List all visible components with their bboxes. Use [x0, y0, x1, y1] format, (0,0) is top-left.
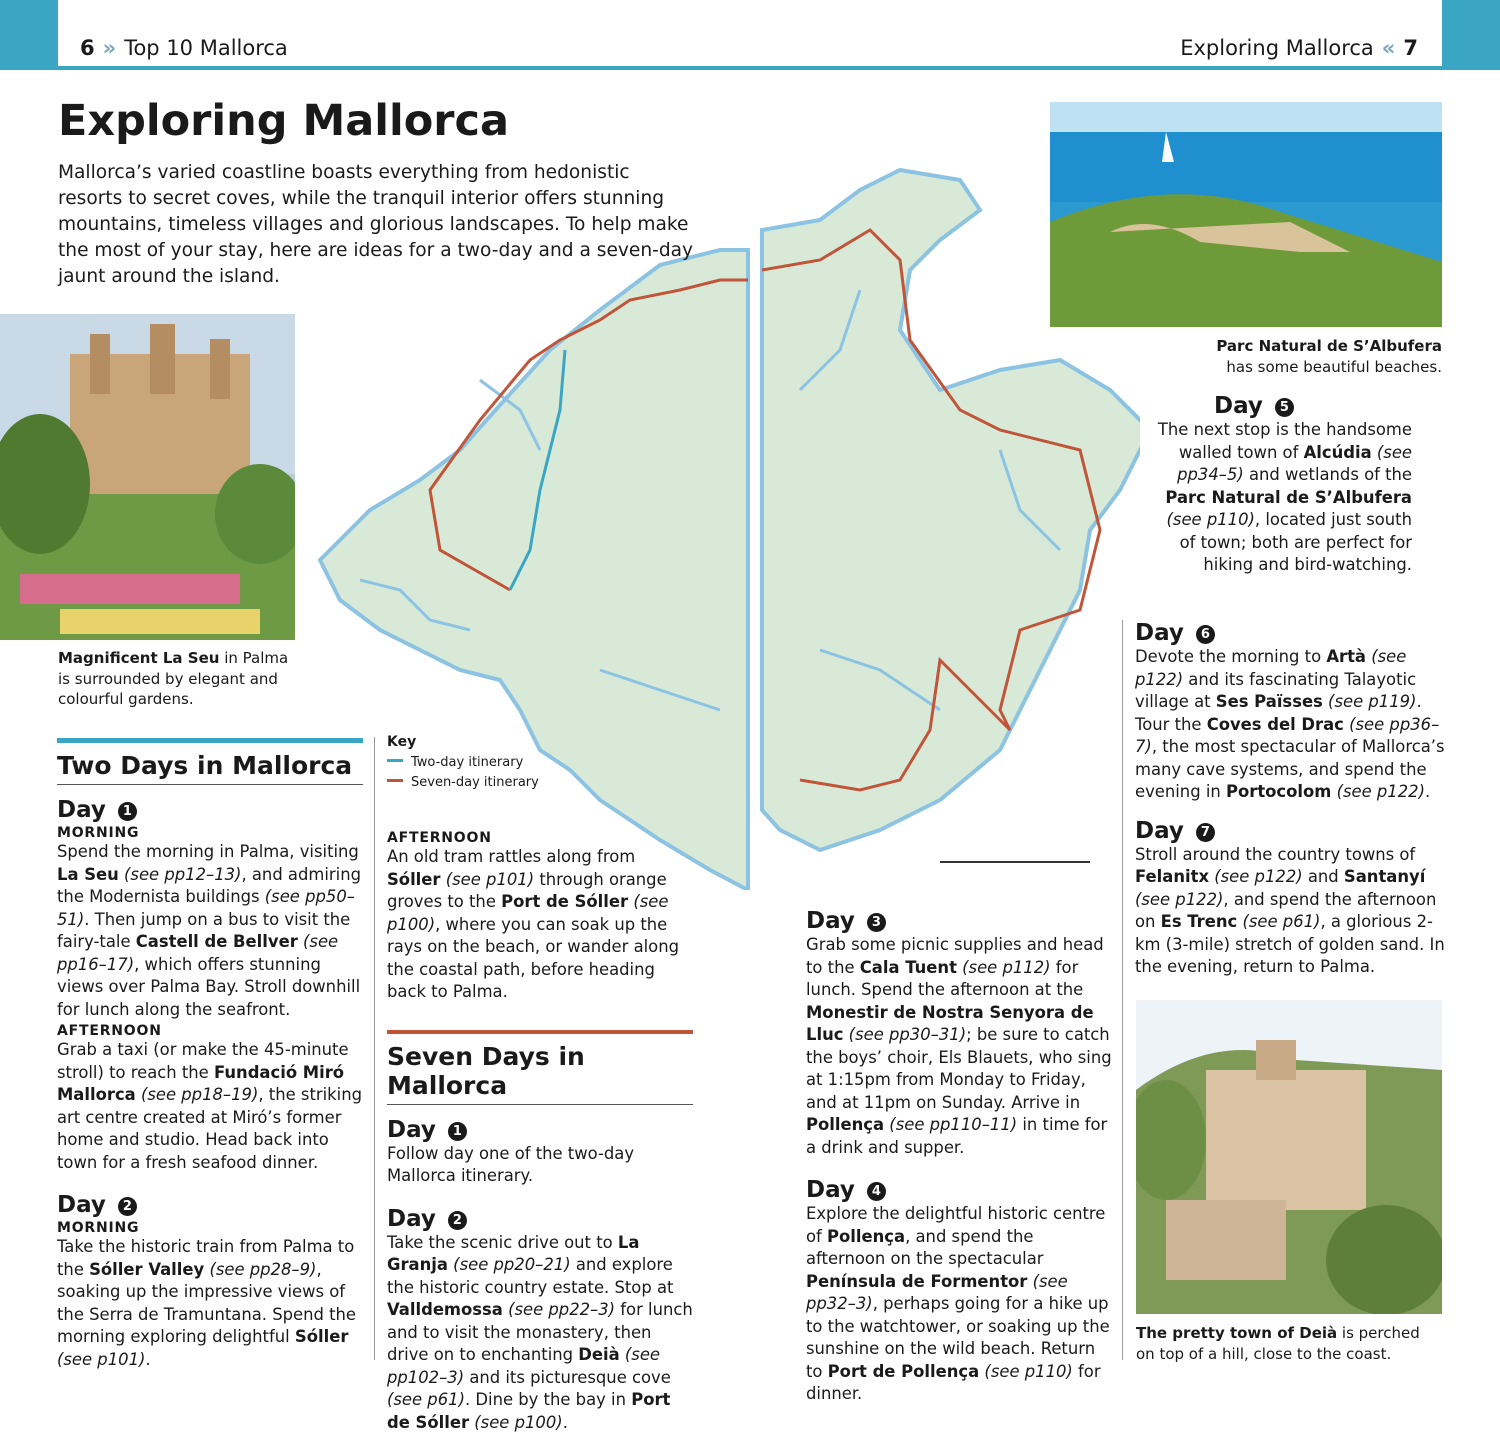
key-seven-day-label: Seven-day itinerary	[411, 775, 539, 790]
day-label: Day	[1135, 620, 1184, 646]
chevron-left-icon: «	[1382, 36, 1396, 60]
caption-la-seu-text: in Palma is surrounded by elegant and colourful gardens.	[58, 649, 288, 708]
seven-day-swatch	[387, 779, 403, 782]
key-two-day-label: Two-day itinerary	[411, 755, 523, 770]
page-number-left: 6	[80, 36, 95, 60]
seven-days-day2-text: Take the scenic drive out to La Granja (see pp20–21) and explore the historic country estate. Stop at Valldemossa (see pp22–3) for lunch and to visit the monastery, then drive on to enchanting Deià (see pp102–3) and its picturesque cove (see p61). Dine by the bay in Port de Sóller (see p100).	[387, 1232, 693, 1434]
two-day-swatch	[387, 759, 403, 762]
two-days-section	[57, 738, 363, 1371]
two-days-heading: Two Days in Mallorca	[57, 743, 363, 785]
day-number-badge: 3	[867, 913, 886, 932]
afternoon-label: AFTERNOON	[57, 1023, 363, 1039]
morning-label-2: MORNING	[57, 1220, 363, 1236]
caption-deia	[1136, 1323, 1442, 1364]
photo-la-seu	[0, 314, 295, 640]
afternoon-label-3: AFTERNOON	[387, 830, 693, 846]
deia-image	[1136, 1000, 1442, 1314]
column-two	[387, 828, 693, 1434]
key-title: Key	[387, 734, 539, 750]
two-days-day1-morning: Spend the morning in Palma, visiting La Seu (see pp12–13), and admiring the Modernista buildings (see pp50–51). Then jump on a bus to visit the fairy-tale Castell de Bellver (see pp16–17), which offers stunning views over Palma Bay. Stroll downhill for lunch along the seafront.	[57, 841, 363, 1021]
seven-days-day5-text: The next stop is the handsome walled town of Alcúdia (see pp34–5) and wetlands of the Parc Natural de S’Albufera (see p110), located just south of town; both are perfect for hiking and bird-watching.	[1150, 419, 1440, 577]
column-rule-3	[1122, 620, 1123, 1360]
seven-days-day7-text: Stroll around the country towns of Felanitx (see p122) and Santanyí (see p122), and spend the afternoon on Es Trenc (see p61), a glorious 2-km (3-mile) stretch of golden sand. In the evening, return to Palma.	[1135, 844, 1445, 979]
running-title-left: Top 10 Mallorca	[124, 36, 288, 60]
day-label: Day	[806, 1177, 855, 1203]
seven-days-day5	[1150, 393, 1440, 577]
seven-days-day3-heading	[806, 908, 1114, 934]
caption-la-seu	[58, 648, 298, 710]
day-label: Day	[806, 908, 855, 934]
header-rule	[58, 66, 1442, 70]
seven-days-day3-text: Grab some picnic supplies and head to the Cala Tuent (see p112) for lunch. Spend the afternoon at the Monestir de Nostra Senyora de Lluc (see pp30–31); be sure to catch the boys’ choir, Els Blauets, who sing at 1:15pm from Monday to Friday, and at 11pm on Sunday. Arrive in Pollença (see pp110–11) in time for a drink and supper.	[806, 934, 1114, 1159]
two-days-day2-morning: Take the historic train from Palma to the Sóller Valley (see pp28–9), soaking up the impressive views of the Serra de Tramuntana. Spend the morning exploring delightful Sóller (see p101).	[57, 1236, 363, 1371]
morning-label: MORNING	[57, 825, 363, 841]
caption-deia-text: is perched on top of a hill, close to the coast.	[1136, 1324, 1420, 1363]
chevron-right-icon: »	[103, 36, 117, 60]
seven-days-day6-text: Devote the morning to Artà (see p122) and its fascinating Talayotic village at Ses Païsses (see p119). Tour the Coves del Drac (see pp36–7), the most spectacular of Mallorca’s many cave systems, and spend the evening in Portocolom (see p122).	[1135, 646, 1445, 804]
caption-la-seu-bold: Magnificent La Seu	[58, 649, 219, 667]
day-label: Day	[1214, 393, 1263, 419]
key-two-day	[387, 755, 539, 770]
page-tab-right	[1442, 0, 1500, 70]
photo-albufera	[1050, 102, 1442, 327]
caption-deia-bold: The pretty town of Deià	[1136, 1324, 1337, 1342]
seven-days-day7-heading	[1135, 818, 1445, 844]
caption-albufera	[1142, 336, 1442, 377]
day-number-badge: 4	[867, 1182, 886, 1201]
page-title: Exploring Mallorca	[58, 96, 509, 146]
seven-days-day5-heading	[1150, 393, 1440, 419]
two-days-day2-afternoon: An old tram rattles along from Sóller (see p101) through orange groves to the Port de Sóller (see p100), where you can soak up the rays on the beach, or wander along the coastal path, before heading back to Palma.	[387, 846, 693, 1004]
seven-days-day1-text: Follow day one of the two-day Mallorca itinerary.	[387, 1143, 693, 1188]
day-number-badge: 5	[1275, 398, 1294, 417]
two-days-day1-afternoon: Grab a taxi (or make the 45-minute stroll) to reach the Fundació Miró Mallorca (see pp18–19), the striking art centre created at Miró’s former home and studio. Head back into town for a fresh seafood dinner.	[57, 1039, 363, 1174]
day-label: Day	[57, 797, 106, 823]
running-head-left	[80, 36, 288, 60]
day-number-badge: 1	[118, 802, 137, 821]
day-label: Day	[387, 1117, 436, 1143]
two-days-day2-heading	[57, 1192, 363, 1218]
caption-albufera-text: has some beautiful beaches.	[1226, 358, 1442, 376]
caption-albufera-bold: Parc Natural de S’Albufera	[1216, 337, 1442, 355]
key-seven-day	[387, 775, 539, 790]
column-rule-1	[374, 737, 375, 1360]
day-number-badge: 6	[1196, 625, 1215, 644]
seven-days-day2-heading	[387, 1206, 693, 1232]
seven-days-day4-heading	[806, 1177, 1114, 1203]
seven-days-day1-heading	[387, 1117, 693, 1143]
column-three	[806, 898, 1114, 1406]
day-number-badge: 7	[1196, 823, 1215, 842]
seven-days-heading: Seven Days in Mallorca	[387, 1034, 693, 1105]
day-label: Day	[387, 1206, 436, 1232]
day-number-badge: 2	[118, 1197, 137, 1216]
map-key	[387, 734, 539, 790]
seven-days-day4-text: Explore the delightful historic centre of Pollença, and spend the afternoon on the spectacular Península de Formentor (see pp32–3), perhaps going for a hike up to the watchtower, or soaking up the sunshine on the wild beach. Return to Port de Pollença (see p110) for dinner.	[806, 1203, 1114, 1406]
photo-deia	[1136, 1000, 1442, 1314]
day-label: Day	[1135, 818, 1184, 844]
albufera-image	[1050, 102, 1442, 327]
la-seu-image	[0, 314, 295, 640]
seven-days-day6-heading	[1135, 620, 1445, 646]
day-number-badge: 2	[448, 1211, 467, 1230]
page-number-right: 7	[1403, 36, 1418, 60]
running-title-right: Exploring Mallorca	[1180, 36, 1374, 60]
day-label: Day	[57, 1192, 106, 1218]
two-days-day1-heading	[57, 797, 363, 823]
page-tab-left	[0, 0, 58, 70]
day-number-badge: 1	[448, 1122, 467, 1141]
running-head-right	[1180, 36, 1418, 60]
column-four	[1135, 608, 1445, 979]
intro-paragraph: Mallorca’s varied coastline boasts everything from hedonistic resorts to secret coves, while the tranquil interior offers stunning mountains, timeless villages and glorious landscapes. To help make the most of your stay, here are ideas for a two-day and a seven-day jaunt around the island.	[58, 160, 698, 290]
